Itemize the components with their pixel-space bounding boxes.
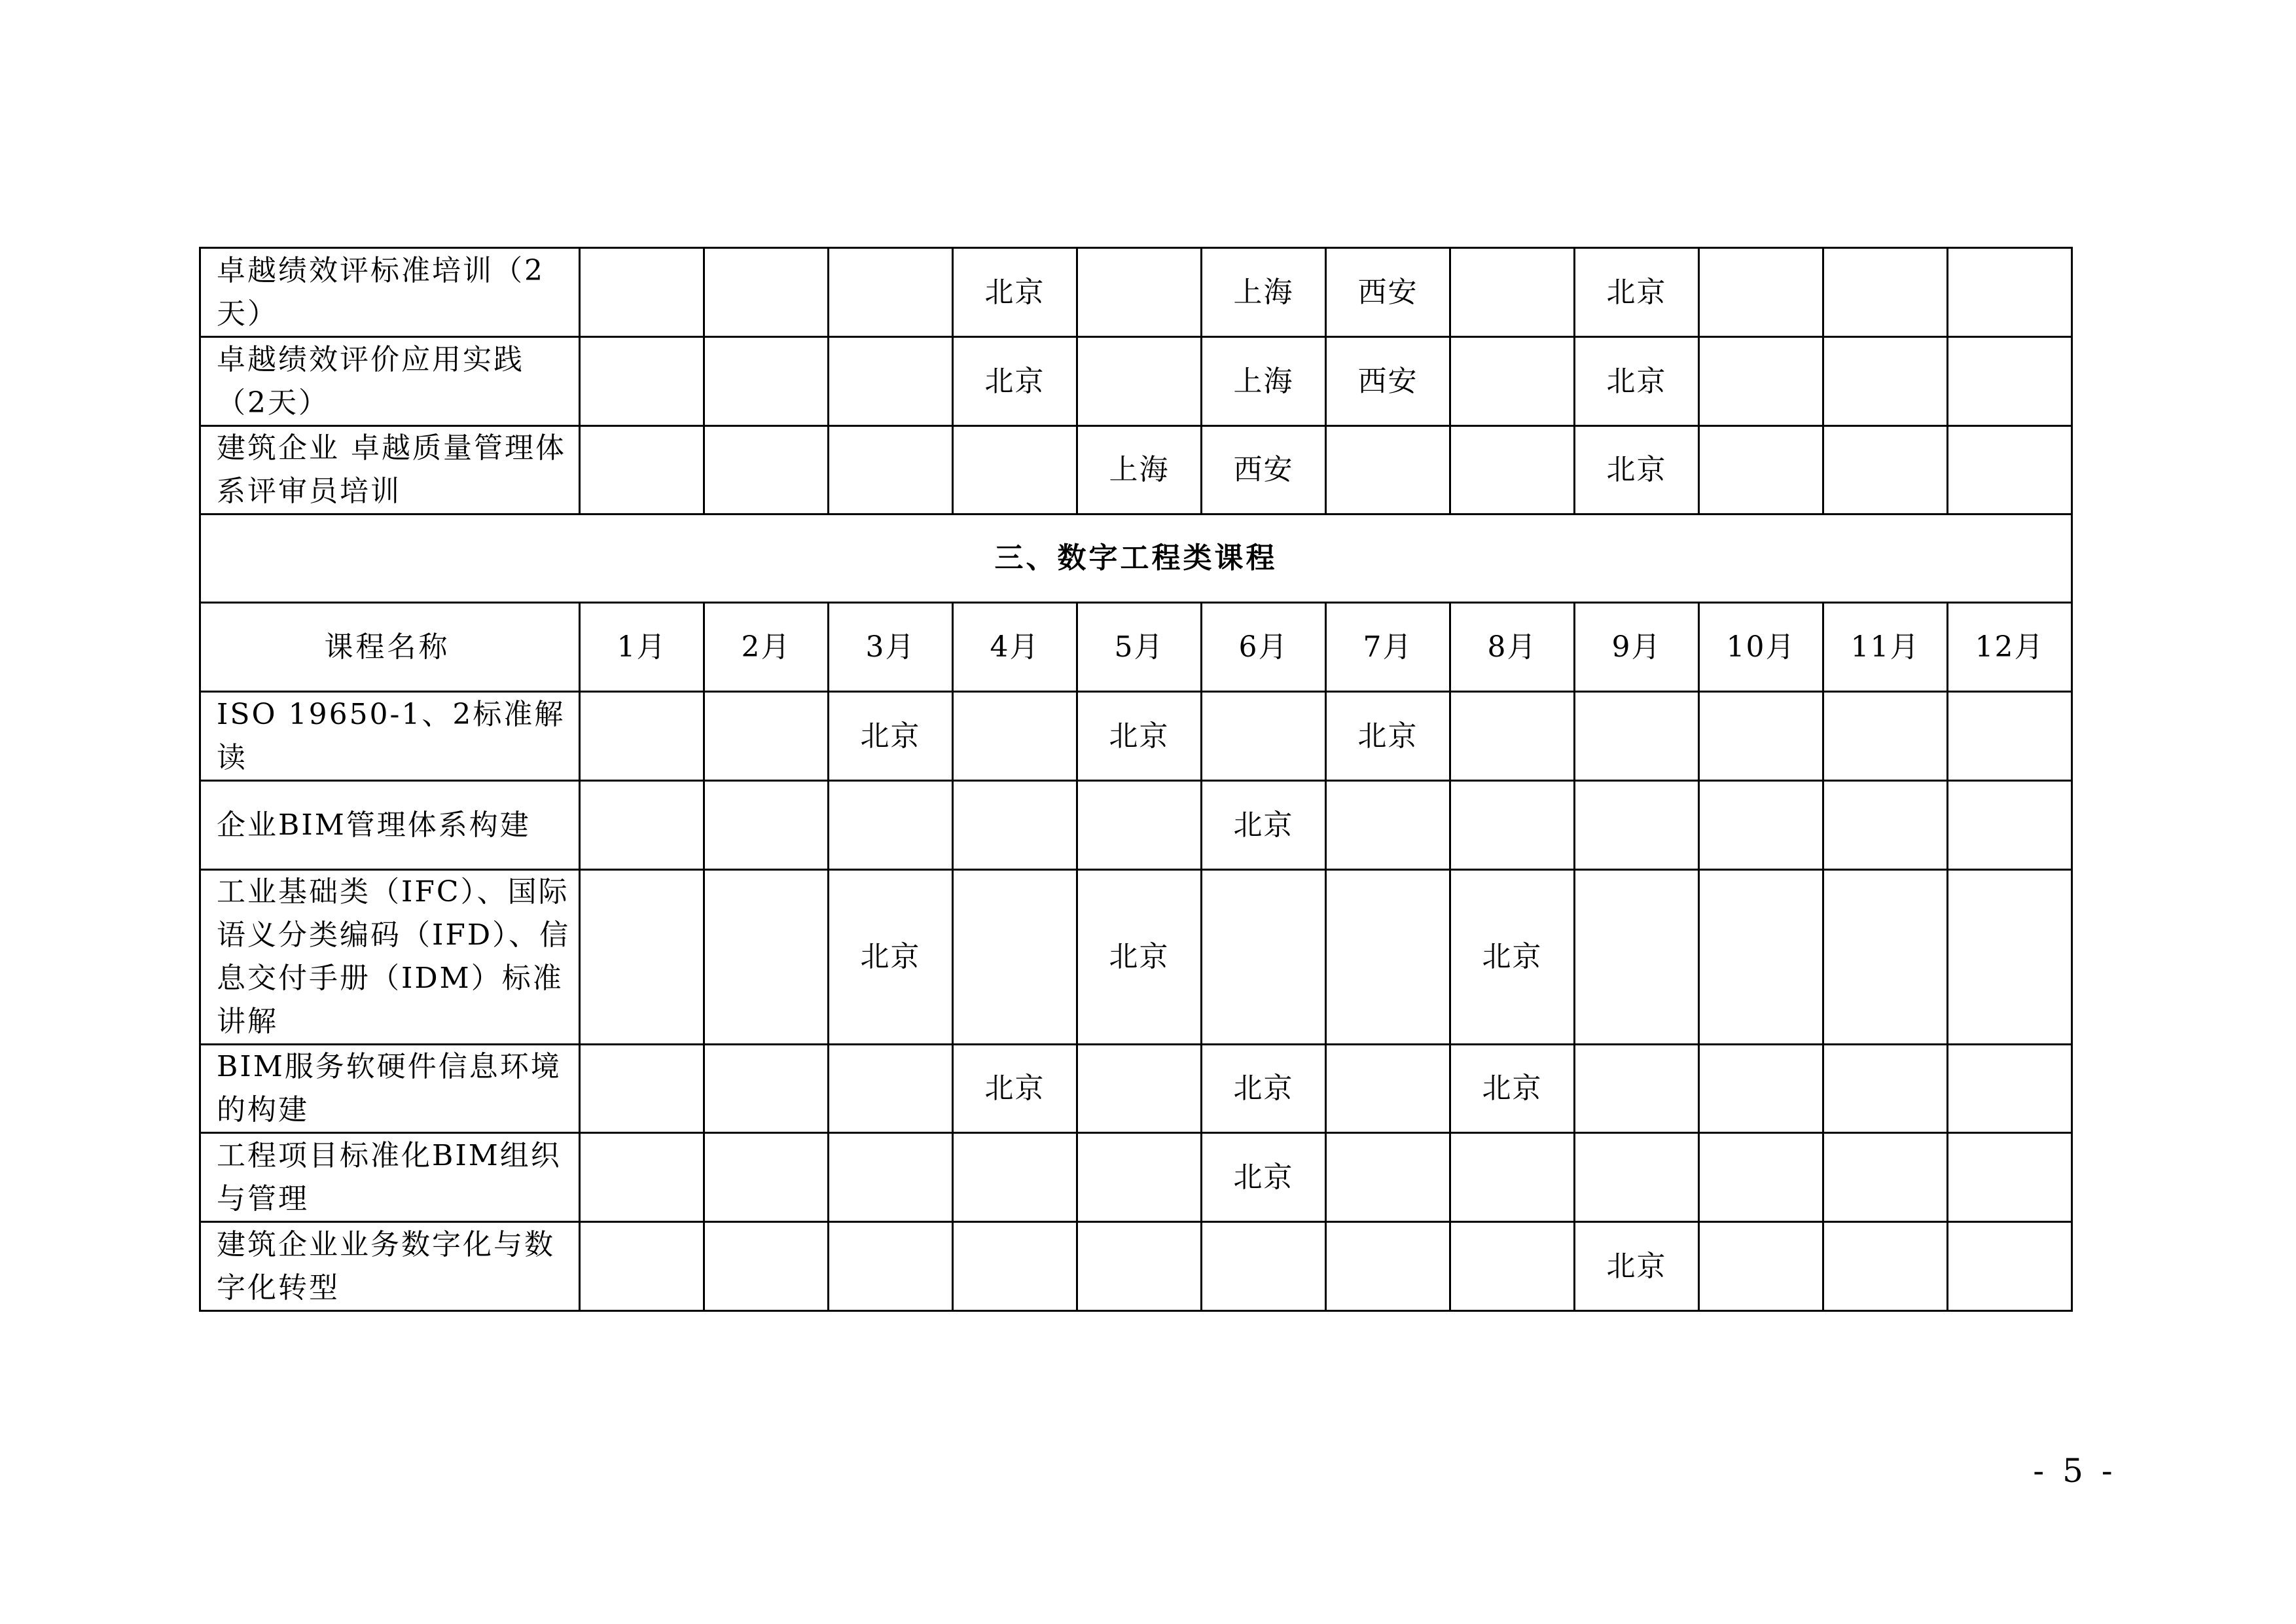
month-12-cell [1948,870,2072,1045]
month-1-cell [580,1133,704,1222]
month-11-cell [1823,248,1948,337]
month-9-cell [1575,692,1699,781]
course-name-cell: BIM服务软硬件信息环境的构建 [200,1045,580,1133]
month-12-cell [1948,781,2072,870]
month-header-4: 4月 [953,603,1077,692]
month-10-cell [1699,692,1823,781]
month-3-cell [829,426,953,514]
month-6-cell: 上海 [1202,248,1326,337]
month-header-2: 2月 [704,603,829,692]
course-name-cell: ISO 19650-1、2标准解读 [200,692,580,781]
section-body [200,514,2072,692]
table-row [200,426,2072,514]
month-8-cell [1450,692,1575,781]
month-1-cell [580,337,704,426]
month-8-cell [1450,426,1575,514]
month-6-cell [1202,692,1326,781]
month-1-cell [580,1222,704,1311]
month-2-cell [704,1133,829,1222]
course-name-cell: 建筑企业 卓越质量管理体系评审员培训 [200,426,580,514]
month-9-cell [1575,870,1699,1045]
month-10-cell [1699,337,1823,426]
month-11-cell [1823,1222,1948,1311]
month-7-cell [1326,870,1450,1045]
course-name-cell: 建筑企业业务数字化与数字化转型 [200,1222,580,1311]
month-9-cell: 北京 [1575,248,1699,337]
course-schedule-table [199,247,2073,1312]
month-9-cell [1575,1045,1699,1133]
month-6-cell: 上海 [1202,337,1326,426]
top-rows-body [200,248,2072,514]
month-4-cell: 北京 [953,337,1077,426]
month-10-cell [1699,426,1823,514]
month-3-cell [829,1133,953,1222]
table-row [200,1133,2072,1222]
month-1-cell [580,248,704,337]
month-2-cell [704,248,829,337]
month-3-cell [829,781,953,870]
month-12-cell [1948,1133,2072,1222]
month-5-cell: 北京 [1077,870,1202,1045]
month-9-cell: 北京 [1575,426,1699,514]
month-6-cell [1202,1222,1326,1311]
month-1-cell [580,781,704,870]
month-6-cell [1202,870,1326,1045]
month-10-cell [1699,1133,1823,1222]
month-7-cell [1326,1222,1450,1311]
month-10-cell [1699,1222,1823,1311]
month-4-cell [953,870,1077,1045]
month-3-cell [829,1222,953,1311]
month-11-cell [1823,337,1948,426]
month-8-cell [1450,781,1575,870]
month-7-cell: 北京 [1326,692,1450,781]
month-3-cell [829,248,953,337]
month-12-cell [1948,692,2072,781]
month-12-cell [1948,248,2072,337]
month-header-9: 9月 [1575,603,1699,692]
month-4-cell [953,692,1077,781]
table-row [200,692,2072,781]
month-header-3: 3月 [829,603,953,692]
month-5-cell: 北京 [1077,692,1202,781]
month-11-cell [1823,692,1948,781]
month-8-cell: 北京 [1450,870,1575,1045]
month-7-cell: 西安 [1326,337,1450,426]
month-3-cell: 北京 [829,870,953,1045]
month-6-cell: 西安 [1202,426,1326,514]
month-header-8: 8月 [1450,603,1575,692]
month-2-cell [704,1222,829,1311]
course-name-cell: 卓越绩效评价应用实践（2天） [200,337,580,426]
month-5-cell [1077,781,1202,870]
section-row [200,514,2072,603]
month-12-cell [1948,337,2072,426]
month-2-cell [704,870,829,1045]
month-header-1: 1月 [580,603,704,692]
month-11-cell [1823,1045,1948,1133]
month-4-cell [953,426,1077,514]
month-1-cell [580,426,704,514]
month-11-cell [1823,781,1948,870]
month-4-cell [953,1222,1077,1311]
month-4-cell [953,781,1077,870]
table-row [200,337,2072,426]
month-2-cell [704,781,829,870]
month-header-12: 12月 [1948,603,2072,692]
month-12-cell [1948,426,2072,514]
month-7-cell: 西安 [1326,248,1450,337]
month-7-cell [1326,1045,1450,1133]
month-11-cell [1823,1133,1948,1222]
header-row [200,603,2072,692]
table-row [200,1045,2072,1133]
month-6-cell: 北京 [1202,1133,1326,1222]
month-9-cell: 北京 [1575,1222,1699,1311]
month-11-cell [1823,426,1948,514]
course-name-cell: 工业基础类（IFC）、国际语义分类编码（IFD）、信息交付手册（IDM）标准讲解 [200,870,580,1045]
month-2-cell [704,337,829,426]
month-5-cell: 上海 [1077,426,1202,514]
course-name-cell: 工程项目标准化BIM组织与管理 [200,1133,580,1222]
month-header-7: 7月 [1326,603,1450,692]
month-6-cell: 北京 [1202,781,1326,870]
course-name-header: 课程名称 [200,603,580,692]
month-5-cell [1077,1133,1202,1222]
month-3-cell: 北京 [829,692,953,781]
month-8-cell [1450,337,1575,426]
page-number: - 5 - [2033,1452,2117,1490]
month-2-cell [704,692,829,781]
course-name-cell: 卓越绩效评标准培训（2天） [200,248,580,337]
month-header-6: 6月 [1202,603,1326,692]
month-5-cell [1077,248,1202,337]
month-9-cell: 北京 [1575,337,1699,426]
month-3-cell [829,337,953,426]
month-7-cell [1326,1133,1450,1222]
month-2-cell [704,1045,829,1133]
month-10-cell [1699,781,1823,870]
month-10-cell [1699,248,1823,337]
month-12-cell [1948,1222,2072,1311]
month-4-cell: 北京 [953,1045,1077,1133]
month-8-cell [1450,248,1575,337]
month-7-cell [1326,426,1450,514]
month-5-cell [1077,1222,1202,1311]
month-4-cell: 北京 [953,248,1077,337]
month-8-cell: 北京 [1450,1045,1575,1133]
month-10-cell [1699,870,1823,1045]
month-5-cell [1077,1045,1202,1133]
month-9-cell [1575,781,1699,870]
month-2-cell [704,426,829,514]
month-12-cell [1948,1045,2072,1133]
month-1-cell [580,1045,704,1133]
month-4-cell [953,1133,1077,1222]
month-3-cell [829,1045,953,1133]
month-1-cell [580,692,704,781]
table-row [200,870,2072,1045]
course-name-cell: 企业BIM管理体系构建 [200,781,580,870]
bottom-rows-body [200,692,2072,1311]
month-1-cell [580,870,704,1045]
month-5-cell [1077,337,1202,426]
month-10-cell [1699,1045,1823,1133]
month-11-cell [1823,870,1948,1045]
month-header-11: 11月 [1823,603,1948,692]
month-8-cell [1450,1133,1575,1222]
month-9-cell [1575,1133,1699,1222]
month-6-cell: 北京 [1202,1045,1326,1133]
table-row [200,248,2072,337]
table-row [200,781,2072,870]
month-header-5: 5月 [1077,603,1202,692]
month-8-cell [1450,1222,1575,1311]
table-row [200,1222,2072,1311]
month-7-cell [1326,781,1450,870]
month-header-10: 10月 [1699,603,1823,692]
section-title: 三、数字工程类课程 [200,514,2072,603]
